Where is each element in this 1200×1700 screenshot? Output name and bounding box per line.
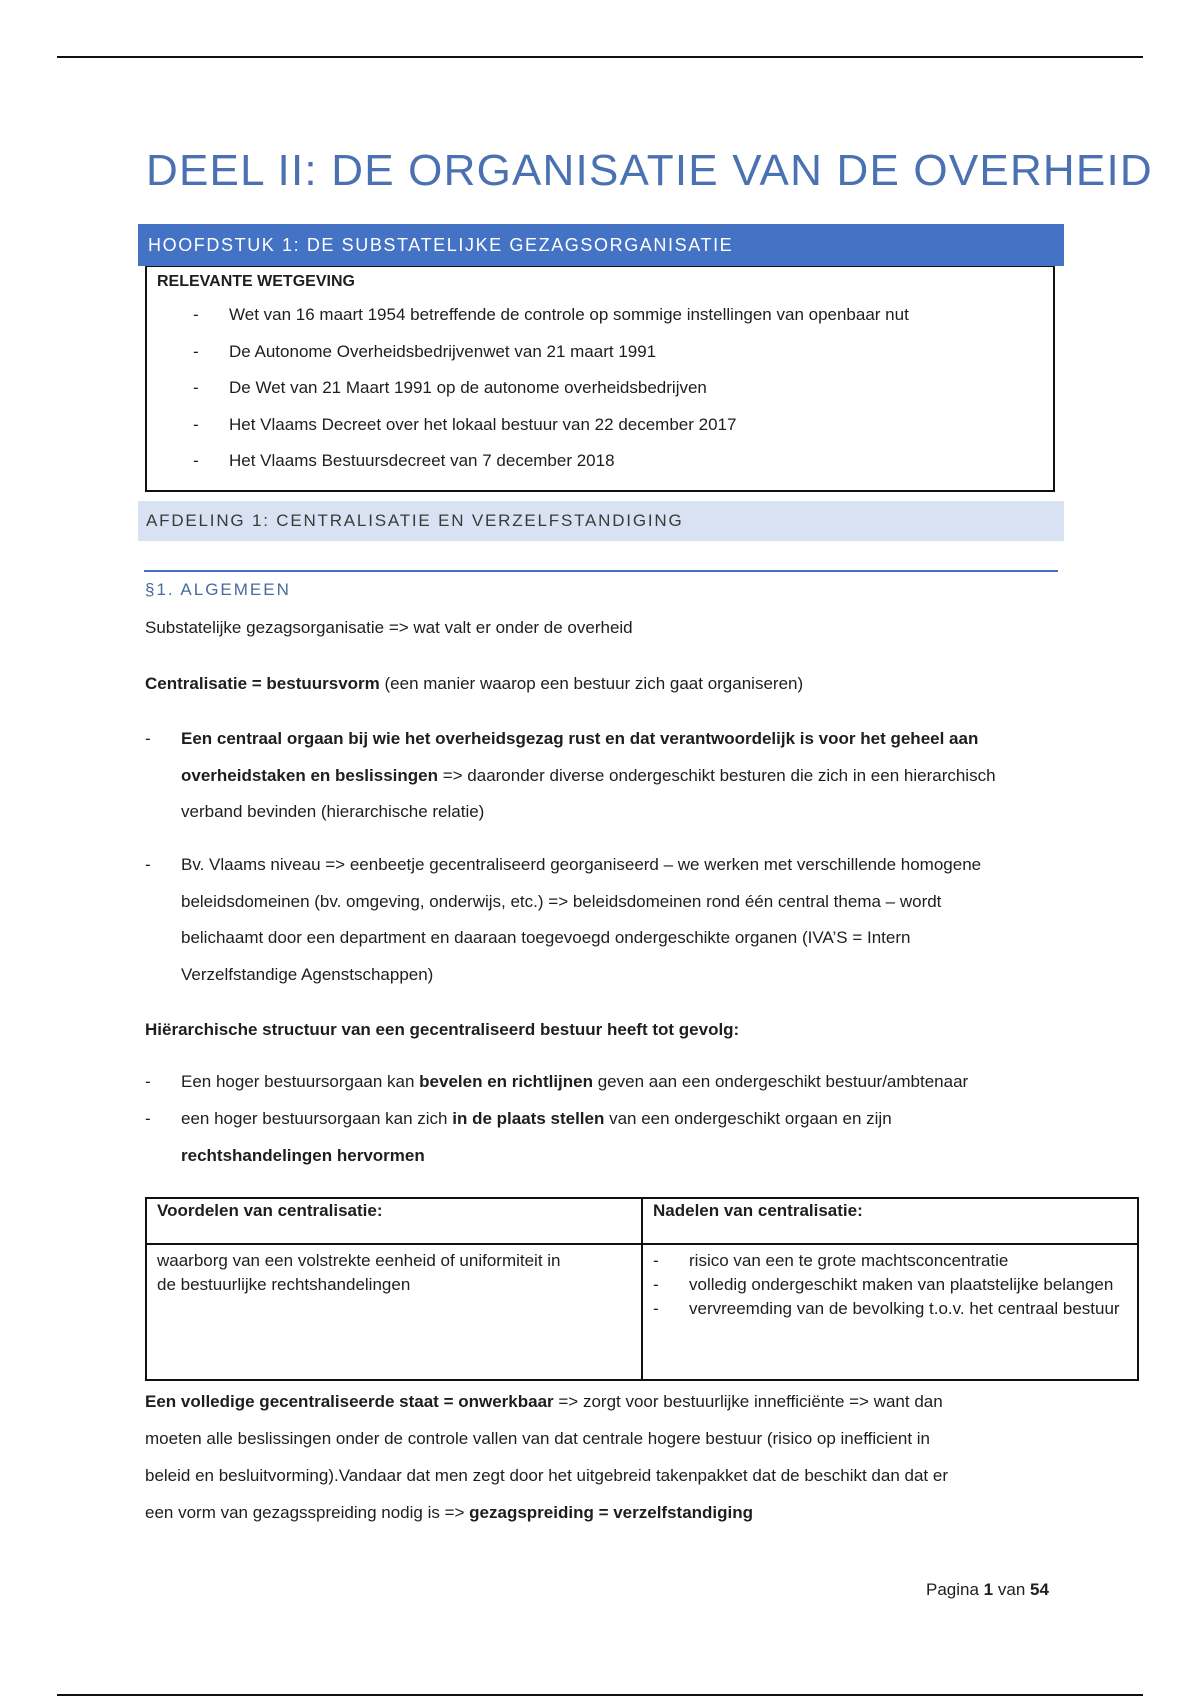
conclusion-line-2: moeten alle beslissingen onder de controle vallen van dat centrale hogere bestuur (risico op inefficient in bbox=[145, 1429, 930, 1448]
intro-paragraph: Substatelijke gezagsorganisatie => wat valt er onder de overheid bbox=[145, 618, 633, 637]
page-number: Pagina 1 van 54 bbox=[926, 1580, 1049, 1599]
section-rule bbox=[144, 570, 1058, 572]
conclusion-line-3: beleid en besluitvorming).Vandaar dat men zegt door het uitgebreid takenpakket dat de beschikt dan dat er bbox=[145, 1466, 948, 1485]
footer-rule bbox=[57, 1694, 1143, 1696]
legislation-box bbox=[145, 266, 1055, 492]
cons-list bbox=[653, 1249, 1127, 1321]
cons-header: Nadelen van centralisatie: bbox=[642, 1198, 1138, 1244]
page-title: DEEL II: DE ORGANISATIE VAN DE OVERHEID bbox=[146, 146, 1153, 195]
bullet-central-organ: - Een centraal orgaan bij wie het overheidsgezag rust en dat verantwoordelijk is voor het geheel aan overheidstaken en beslissingen => daaronder diverse ondergeschikt besturen die zich in een hierarchisch verband bevinden (hierarchische relatie) bbox=[145, 729, 996, 821]
header-rule bbox=[57, 56, 1143, 58]
list-item: - risico van een te grote machtsconcentratie bbox=[653, 1251, 1009, 1270]
list-item: - De Autonome Overheidsbedrijvenwet van 21 maart 1991 bbox=[193, 341, 657, 361]
pros-cell: waarborg van een volstrekte eenheid of uniformiteit in de bestuurlijke rechtshandelingen bbox=[146, 1244, 642, 1380]
conclusion-line-4: een vorm van gezagsspreiding nodig is => gezagspreiding = verzelfstandiging bbox=[145, 1503, 754, 1522]
list-item: - vervreemding van de bevolking t.o.v. het centraal bestuur bbox=[653, 1299, 1120, 1318]
chapter-heading: HOOFDSTUK 1: DE SUBSTATELIJKE GEZAGSORGANISATIE bbox=[138, 224, 1064, 266]
bullet-flemish-level: - Bv. Vlaams niveau => eenbeetje gecentraliseerd georganiseerd – we werken met verschillende homogene beleidsdomeinen (bv. omgeving, onderwijs, etc.) => beleidsdomeinen rond één central thema – wordt belichaamt door een department en daaraan toegevoegd ondergeschikte organen (IVA’S = Intern Verzelfstandige Agenstschappen) bbox=[145, 855, 982, 984]
pros-cons-table bbox=[145, 1197, 1139, 1381]
conclusion-line-1: Een volledige gecentraliseerde staat = onwerkbaar => zorgt voor bestuurlijke innefficiënte => want dan bbox=[145, 1392, 943, 1411]
list-item: - De Wet van 21 Maart 1991 op de autonome overheidsbedrijven bbox=[193, 378, 707, 397]
list-item: - Het Vlaams Bestuursdecreet van 7 december 2018 bbox=[193, 451, 615, 470]
section-heading: §1. ALGEMEEN bbox=[145, 580, 291, 599]
bullet-substitution: - een hoger bestuursorgaan kan zich in de plaats stellen van een ondergeschikt orgaan en zijn rechtshandelingen hervormen bbox=[145, 1109, 892, 1165]
list-item: - Het Vlaams Decreet over het lokaal bestuur van 22 december 2017 bbox=[193, 414, 737, 434]
list-item: - volledig ondergeschikt maken van plaatstelijke belangen bbox=[653, 1275, 1114, 1294]
consequences-heading: Hiërarchische structuur van een gecentraliseerd bestuur heeft tot gevolg: bbox=[145, 1020, 740, 1039]
legislation-list bbox=[147, 305, 1053, 488]
cons-cell bbox=[642, 1244, 1138, 1380]
division-heading: AFDELING 1: CENTRALISATIE EN VERZELFSTANDIGING bbox=[138, 501, 1064, 541]
legislation-title: RELEVANTE WETGEVING bbox=[157, 273, 355, 290]
list-item: - Wet van 16 maart 1954 betreffende de controle op sommige instellingen van openbaar nut bbox=[193, 305, 909, 324]
pros-header: Voordelen van centralisatie: bbox=[146, 1198, 642, 1244]
centralisation-definition: Centralisatie = bestuursvorm (een manier waarop een bestuur zich gaat organiseren) bbox=[145, 674, 804, 693]
bullet-orders: - Een hoger bestuursorgaan kan bevelen en richtlijnen geven aan een ondergeschikt bestuur/ambtenaar bbox=[145, 1072, 969, 1091]
